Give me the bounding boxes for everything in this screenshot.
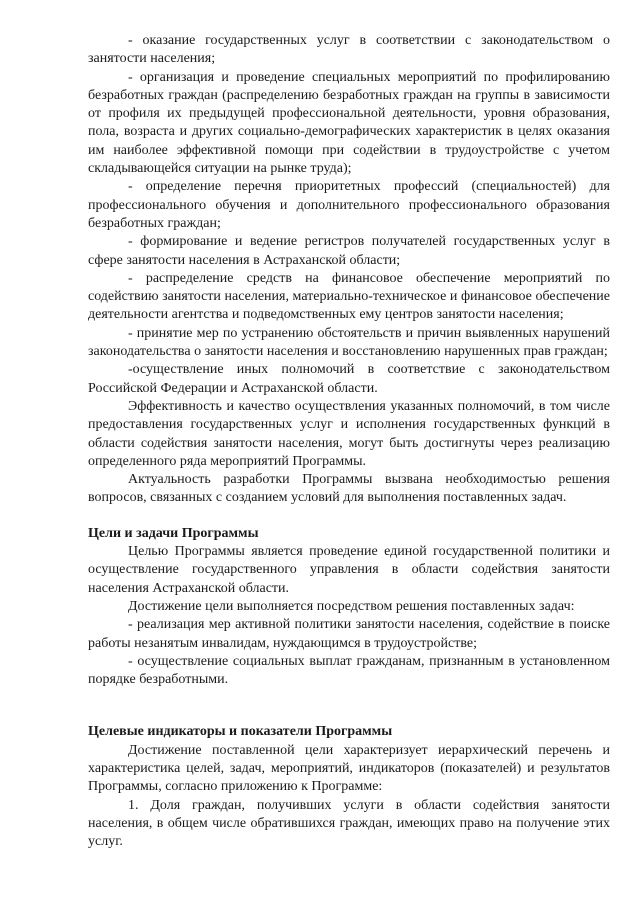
paragraph-task-social-payments: - осуществление социальных выплат гражданам, признанным в установленном порядке безработными.: [88, 653, 610, 688]
section-heading-indicators: Целевые индикаторы и показатели Программы: [88, 724, 393, 740]
section-heading-goals: Цели и задачи Программы: [88, 525, 259, 541]
paragraph-bullet-state-services: - оказание государственных услуг в соответствии с законодательством о занятости населения;: [88, 33, 610, 67]
paragraph-bullet-violations: - принятие мер по устранению обстоятельств и причин выявленных нарушений законодательства о занятости населения и восстановлению нарушенных прав граждан;: [88, 325, 610, 360]
paragraph-goal-achievement: Достижение цели выполняется посредством решения поставленных задач:: [128, 598, 575, 614]
paragraph-bullet-other-powers: -осуществление иных полномочий в соответствие с законодательством Российской Федерации и Астраханской области.: [88, 362, 610, 396]
paragraph-bullet-funding: - распределение средств на финансовое обеспечение мероприятий по содействию занятости населения, материально-техническое и финансовое обеспечение деятельности агентства и подведомственных ему центров занятости населения;: [88, 270, 610, 323]
paragraph-bullet-priority-professions: - определение перечня приоритетных профессий (специальностей) для профессионального обучения и дополнительного профессионального образования безработных граждан;: [88, 179, 610, 231]
document-body: [88, 32, 610, 851]
section-spacer: [88, 689, 610, 723]
paragraph-bullet-registers: - формирование и ведение регистров получателей государственных услуг в сфере занятости населения в Астраханской области;: [88, 234, 610, 268]
paragraph-efficiency: Эффективность и качество осуществления указанных полномочий, в том числе предоставления государственных услуг и исполнения государственных функций в области содействия занятости населения, могут быть достигнуты через реализацию определенного ряда мероприятий Программы.: [88, 398, 610, 469]
paragraph-indicator-1: 1. Доля граждан, получивших услуги в области содействия занятости населения, в общем числе обратившихся граждан, имеющих право на получение этих услуг.: [88, 797, 610, 850]
section-spacer: [88, 508, 610, 525]
paragraph-relevance: Актуальность разработки Программы вызвана необходимостью решения вопросов, связанных с созданием условий для выполнения поставленных задач.: [88, 472, 610, 506]
paragraph-task-active-policy: - реализация мер активной политики занятости населения, содействие в поиске работы незанятым инвалидам, нуждающимся в трудоустройстве;: [88, 617, 610, 651]
paragraph-goal: Целью Программы является проведение единой государственной политики и осуществление государственного управления в области содействия занятости населения Астраханской области.: [88, 544, 610, 596]
paragraph-indicators-intro: Достижение поставленной цели характеризует иерархический перечень и характеристика целей, задач, мероприятий, индикаторов (показателей) и результатов Программы, согласно приложению к Программе:: [88, 742, 610, 795]
paragraph-bullet-profiling: - организация и проведение специальных мероприятий по профилированию безработных граждан (распределению безработных граждан на группы в зависимости от профиля их предыдущей профессиональной деятельности, уровня образования, пола, возраста и других социально-демографических характеристик в целях оказания им наиболее эффективной помощи при содействии в трудоустройстве с учетом складывающейся ситуации на рынке труда);: [88, 69, 610, 177]
